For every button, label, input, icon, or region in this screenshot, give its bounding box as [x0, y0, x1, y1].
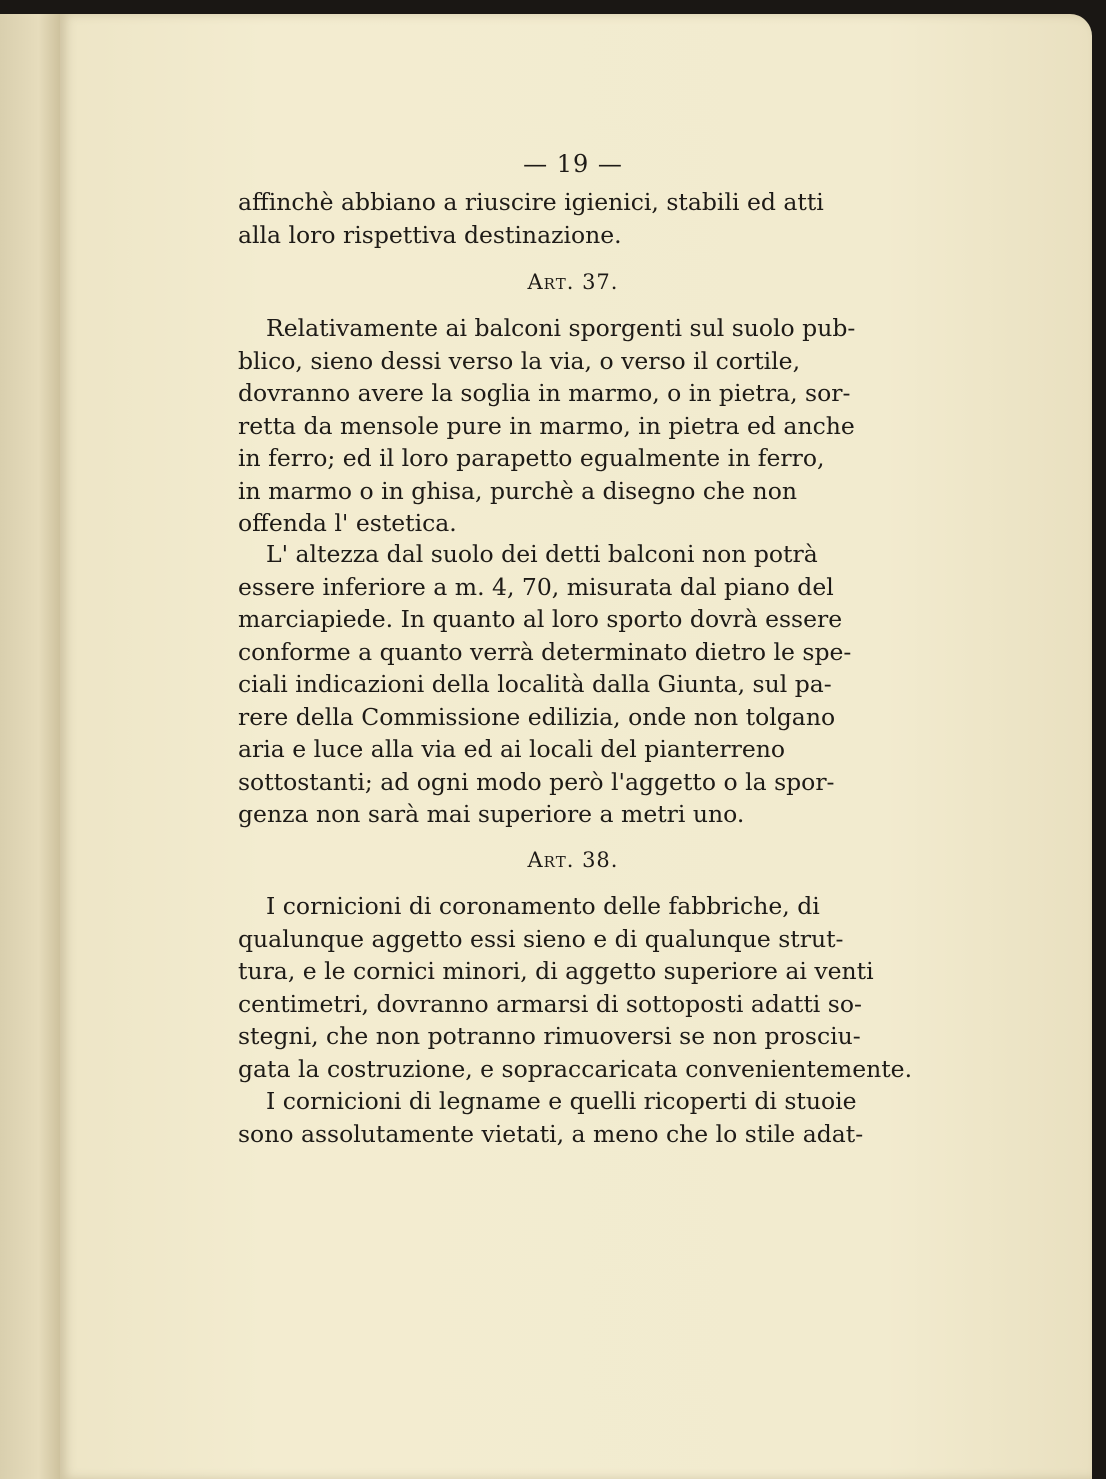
text-line: gata la costruzione, e sopraccaricata convenientemente. — [238, 1054, 913, 1083]
article-38-paragraph-1 — [238, 890, 913, 1085]
text-line: dovranno avere la soglia in marmo, o in pietra, sor- — [238, 379, 851, 407]
text-line: I cornicioni di legname e quelli ricoperti di stuoie — [266, 1087, 857, 1115]
article-38-heading: Art. 38. — [527, 848, 619, 872]
text-line: essere inferiore a m. 4, 70, misurata dal piano del — [238, 572, 834, 601]
text-line: L' altezza dal suolo dei detti balconi non potrà — [266, 540, 818, 568]
text-line: tura, e le cornici minori, di aggetto superiore ai venti — [238, 957, 874, 985]
text-line: stegni, che non potranno rimuoversi se non prosciu- — [238, 1022, 861, 1050]
text-line: in ferro; ed il loro parapetto egualmente in ferro, — [238, 444, 825, 472]
text-line: I cornicioni di coronamento delle fabbriche, di — [266, 892, 820, 920]
text-line: in marmo o in ghisa, purchè a disegno che non — [238, 476, 797, 505]
text-line: alla loro rispettiva destinazione. — [238, 220, 622, 249]
text-line: genza non sarà mai superiore a metri uno. — [238, 800, 745, 828]
text-line: sono assolutamente vietati, a meno che lo stile adat- — [238, 1119, 864, 1148]
article-37-heading: Art. 37. — [527, 270, 619, 294]
article-37-paragraph-2 — [238, 538, 852, 831]
facing-page-edge — [0, 14, 66, 1479]
article-37-paragraph-1 — [238, 312, 856, 540]
article-38-paragraph-2 — [238, 1085, 864, 1150]
opening-paragraph — [238, 186, 824, 251]
text-line: sottostanti; ad ogni modo però l'aggetto o la spor- — [238, 767, 835, 796]
page-number: — 19 — — [523, 150, 623, 178]
text-line: qualunque aggetto essi sieno e di qualunque strut- — [238, 924, 844, 953]
text-line: retta da mensole pure in marmo, in pietra ed anche — [238, 411, 855, 440]
text-line: marciapiede. In quanto al loro sporto dovrà essere — [238, 605, 843, 633]
text-line: aria e luce alla via ed ai locali del pianterreno — [238, 735, 786, 763]
text-line: offenda l' estetica. — [238, 509, 457, 537]
text-line: rere della Commissione edilizia, onde non tolgano — [238, 702, 836, 731]
text-line: conforme a quanto verrà determinato dietro le spe- — [238, 637, 852, 666]
text-line: ciali indicazioni della località dalla Giunta, sul pa- — [238, 670, 832, 698]
text-line: Relativamente ai balconi sporgenti sul suolo pub- — [266, 314, 856, 342]
text-line: blico, sieno dessi verso la via, o verso il cortile, — [238, 346, 801, 375]
text-line: centimetri, dovranno armarsi di sottoposti adatti so- — [238, 989, 862, 1018]
text-line: affinchè abbiano a riuscire igienici, stabili ed atti — [238, 188, 824, 216]
